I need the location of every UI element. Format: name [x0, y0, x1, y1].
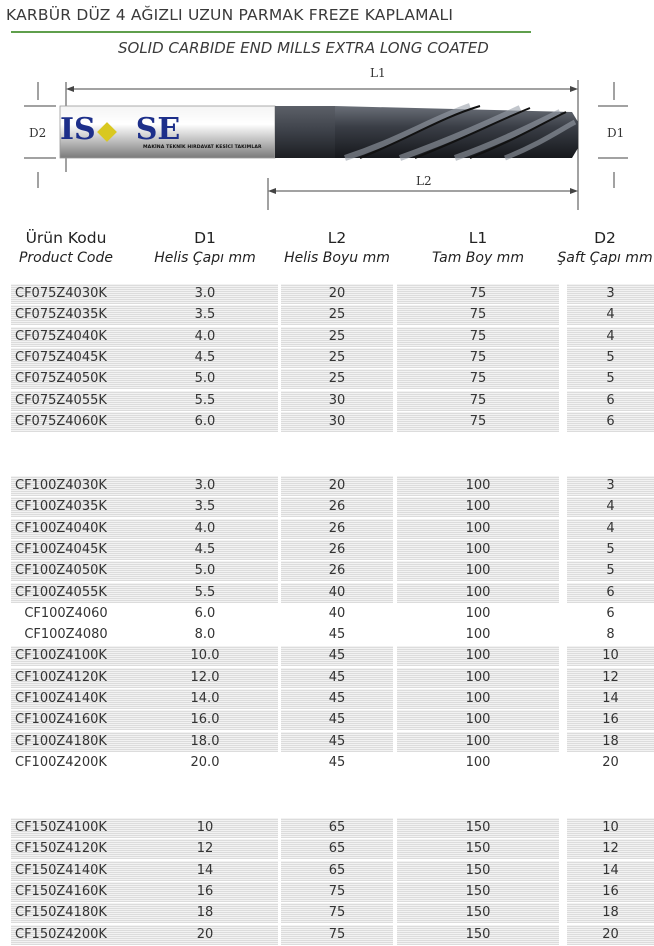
helix-length-cell: 25 [281, 369, 393, 389]
table-row [0, 646, 654, 666]
table-row [0, 882, 654, 902]
shank-diameter-cell: 10 [567, 818, 654, 838]
helix-diameter-cell: 16.0 [132, 710, 278, 730]
shank-diameter-cell: 6 [567, 391, 654, 411]
table-row [0, 689, 654, 709]
helix-length-cell: 45 [328, 754, 346, 770]
table-row [0, 327, 654, 347]
total-length-cell: 150 [397, 861, 559, 881]
helix-length-cell: 65 [281, 839, 393, 859]
helix-diameter-cell: 4.0 [132, 519, 278, 539]
table-row [0, 753, 654, 773]
product-code-cell: CF075Z4045K [11, 348, 271, 368]
total-length-cell: 100 [397, 561, 559, 581]
product-code-cell: CF100Z4055K [11, 583, 271, 603]
table-row [0, 284, 654, 304]
helix-length-cell: 20 [281, 284, 393, 304]
column-header-en: Şaft Çapı mm [557, 250, 653, 266]
total-length-cell: 100 [397, 497, 559, 517]
column-header-tr: D2 [594, 229, 616, 247]
column-header-tr: L2 [327, 229, 347, 247]
helix-diameter-cell: 3.0 [132, 284, 278, 304]
logo-text-right: SE [135, 112, 181, 147]
shank-diameter-cell: 14 [567, 689, 654, 709]
total-length-cell: 75 [397, 305, 559, 325]
helix-diameter-cell: 16 [132, 882, 278, 902]
helix-length-cell: 25 [281, 305, 393, 325]
helix-diameter-cell: 5.0 [132, 369, 278, 389]
product-code-cell: CF100Z4030K [11, 476, 271, 496]
product-code-cell: CF100Z4120K [11, 668, 271, 688]
table-row [0, 668, 654, 688]
total-length-cell: 75 [397, 284, 559, 304]
shank-diameter-cell: 4 [567, 497, 654, 517]
helix-diameter-cell: 3.5 [132, 305, 278, 325]
product-code-cell: CF100Z4160K [11, 710, 271, 730]
product-code-cell: CF075Z4060K [11, 412, 271, 432]
helix-length-cell: 75 [281, 882, 393, 902]
helix-length-cell: 40 [281, 583, 393, 603]
helix-length-cell: 45 [281, 710, 393, 730]
table-row [0, 391, 654, 411]
helix-length-cell: 26 [281, 540, 393, 560]
table-row [0, 903, 654, 923]
table-row [0, 412, 654, 432]
product-code-cell: CF150Z4160K [11, 882, 271, 902]
helix-length-cell: 65 [281, 861, 393, 881]
total-length-cell: 100 [397, 689, 559, 709]
shank-diameter-cell: 6 [606, 605, 615, 621]
table-row [0, 839, 654, 859]
total-length-cell: 100 [465, 627, 491, 643]
helix-length-cell: 25 [281, 348, 393, 368]
column-header-tr: D1 [194, 229, 216, 247]
shank-diameter-cell: 6 [567, 583, 654, 603]
shank-diameter-cell: 5 [567, 540, 654, 560]
logo-tagline: MAKİNA TEKNİK HIRDAVAT KESİCİ TAKIMLAR [143, 145, 262, 150]
column-header-code [11, 228, 121, 268]
product-code-cell: CF150Z4140K [11, 861, 271, 881]
helix-diameter-cell: 12.0 [132, 668, 278, 688]
total-length-cell: 150 [397, 839, 559, 859]
table-row [0, 732, 654, 752]
helix-diameter-cell: 5.0 [132, 561, 278, 581]
dim-label-l1: L1 [370, 66, 386, 80]
product-code-cell: CF150Z4200K [11, 925, 271, 945]
total-length-cell: 150 [397, 818, 559, 838]
product-code-cell: CF100Z4080 [24, 627, 108, 643]
shank-diameter-cell: 3 [567, 284, 654, 304]
table-row [0, 519, 654, 539]
shank-diameter-cell: 18 [567, 732, 654, 752]
helix-diameter-cell: 6.0 [194, 605, 216, 621]
shank-diameter-cell: 4 [567, 327, 654, 347]
total-length-cell: 100 [465, 605, 491, 621]
helix-length-cell: 45 [281, 689, 393, 709]
total-length-cell: 100 [465, 754, 491, 770]
total-length-cell: 100 [397, 583, 559, 603]
shank-diameter-cell: 4 [567, 305, 654, 325]
total-length-cell: 75 [397, 412, 559, 432]
helix-diameter-cell: 4.5 [132, 348, 278, 368]
shank-diameter-cell: 16 [567, 882, 654, 902]
table-row [0, 476, 654, 496]
product-code-cell: CF100Z4180K [11, 732, 271, 752]
dim-label-d1: D1 [607, 126, 625, 140]
helix-diameter-cell: 4.0 [132, 327, 278, 347]
dim-label-d2: D2 [29, 126, 47, 140]
total-length-cell: 150 [397, 903, 559, 923]
total-length-cell: 100 [397, 646, 559, 666]
total-length-cell: 75 [397, 369, 559, 389]
product-code-cell: CF100Z4045K [11, 540, 271, 560]
helix-diameter-cell: 3.5 [132, 497, 278, 517]
helix-length-cell: 30 [281, 391, 393, 411]
total-length-cell: 75 [397, 391, 559, 411]
table-row [0, 369, 654, 389]
shank-diameter-cell: 10 [567, 646, 654, 666]
table-row [0, 561, 654, 581]
shank-diameter-cell: 8 [606, 627, 615, 643]
total-length-cell: 150 [397, 882, 559, 902]
brand-logo [60, 112, 180, 147]
total-length-cell: 75 [397, 327, 559, 347]
table-row [0, 604, 654, 624]
shank-diameter-cell: 14 [567, 861, 654, 881]
helix-length-cell: 26 [281, 561, 393, 581]
helix-length-cell: 45 [328, 627, 346, 643]
total-length-cell: 100 [397, 668, 559, 688]
column-header-tr: L1 [468, 229, 488, 247]
helix-diameter-cell: 3.0 [132, 476, 278, 496]
product-code-cell: CF150Z4100K [11, 818, 271, 838]
table-row [0, 710, 654, 730]
helix-length-cell: 40 [328, 605, 346, 621]
helix-diameter-cell: 18 [132, 903, 278, 923]
table-row [0, 625, 654, 645]
shank-diameter-cell: 5 [567, 369, 654, 389]
product-code-cell: CF100Z4050K [11, 561, 271, 581]
product-code-cell: CF100Z4140K [11, 689, 271, 709]
helix-diameter-cell: 5.5 [132, 583, 278, 603]
helix-diameter-cell: 6.0 [132, 412, 278, 432]
helix-length-cell: 20 [281, 476, 393, 496]
column-header-en: Product Code [18, 250, 113, 266]
total-length-cell: 100 [397, 519, 559, 539]
product-code-cell: CF075Z4035K [11, 305, 271, 325]
shank-diameter-cell: 20 [602, 754, 619, 770]
table-row [0, 925, 654, 945]
shank-diameter-cell: 4 [567, 519, 654, 539]
product-code-cell: CF075Z4055K [11, 391, 271, 411]
helix-length-cell: 26 [281, 497, 393, 517]
page-subtitle: SOLID CARBIDE END MILLS EXTRA LONG COATED [118, 39, 489, 57]
helix-diameter-cell: 18.0 [132, 732, 278, 752]
total-length-cell: 100 [397, 540, 559, 560]
total-length-cell: 100 [397, 732, 559, 752]
table-row [0, 540, 654, 560]
product-code-cell: CF075Z4040K [11, 327, 271, 347]
helix-diameter-cell: 10.0 [132, 646, 278, 666]
product-code-cell: CF075Z4030K [11, 284, 271, 304]
table-row [0, 305, 654, 325]
shank-diameter-cell: 20 [567, 925, 654, 945]
helix-diameter-cell: 4.5 [132, 540, 278, 560]
shank-diameter-cell: 12 [567, 668, 654, 688]
helix-length-cell: 65 [281, 818, 393, 838]
helix-diameter-cell: 14 [132, 861, 278, 881]
helix-length-cell: 75 [281, 925, 393, 945]
table-row [0, 583, 654, 603]
column-header-d1 [132, 228, 278, 268]
total-length-cell: 100 [397, 476, 559, 496]
helix-length-cell: 25 [281, 327, 393, 347]
end-mill-drawing [0, 60, 654, 220]
product-code-cell: CF100Z4040K [11, 519, 271, 539]
product-code-cell: CF100Z4200K [15, 754, 107, 770]
helix-length-cell: 45 [281, 668, 393, 688]
helix-diameter-cell: 20 [132, 925, 278, 945]
helix-length-cell: 26 [281, 519, 393, 539]
product-code-cell: CF100Z4100K [11, 646, 271, 666]
shank-diameter-cell: 18 [567, 903, 654, 923]
table-row [0, 818, 654, 838]
column-header-d2 [556, 228, 654, 268]
shank-diameter-cell: 5 [567, 561, 654, 581]
title-divider [11, 31, 531, 33]
product-code-cell: CF150Z4180K [11, 903, 271, 923]
helix-length-cell: 75 [281, 903, 393, 923]
helix-diameter-cell: 8.0 [194, 627, 216, 643]
column-header-l2 [281, 228, 393, 268]
column-header-tr: Ürün Kodu [25, 229, 107, 247]
dim-label-l2: L2 [416, 174, 432, 188]
product-code-cell: CF075Z4050K [11, 369, 271, 389]
shank-diameter-cell: 6 [567, 412, 654, 432]
helix-diameter-cell: 20.0 [190, 754, 220, 770]
helix-length-cell: 45 [281, 732, 393, 752]
page-title: KARBÜR DÜZ 4 AĞIZLI UZUN PARMAK FREZE KAPLAMALI [6, 6, 454, 24]
product-code-cell: CF100Z4035K [11, 497, 271, 517]
column-header-en: Helis Çapı mm [154, 250, 256, 266]
column-header-en: Tam Boy mm [432, 250, 524, 266]
product-code-cell: CF100Z4060 [24, 605, 108, 621]
column-header-en: Helis Boyu mm [284, 250, 390, 266]
shank-diameter-cell: 16 [567, 710, 654, 730]
product-code-cell: CF150Z4120K [11, 839, 271, 859]
helix-diameter-cell: 14.0 [132, 689, 278, 709]
total-length-cell: 75 [397, 348, 559, 368]
helix-diameter-cell: 12 [132, 839, 278, 859]
helix-diameter-cell: 10 [132, 818, 278, 838]
table-row [0, 497, 654, 517]
total-length-cell: 100 [397, 710, 559, 730]
shank-diameter-cell: 3 [567, 476, 654, 496]
column-header-l1 [397, 228, 559, 268]
table-row [0, 348, 654, 368]
shank-diameter-cell: 12 [567, 839, 654, 859]
logo-text-left: IS [60, 112, 96, 147]
table-row [0, 861, 654, 881]
total-length-cell: 150 [397, 925, 559, 945]
shank-diameter-cell: 5 [567, 348, 654, 368]
helix-diameter-cell: 5.5 [132, 391, 278, 411]
helix-length-cell: 45 [281, 646, 393, 666]
helix-length-cell: 30 [281, 412, 393, 432]
